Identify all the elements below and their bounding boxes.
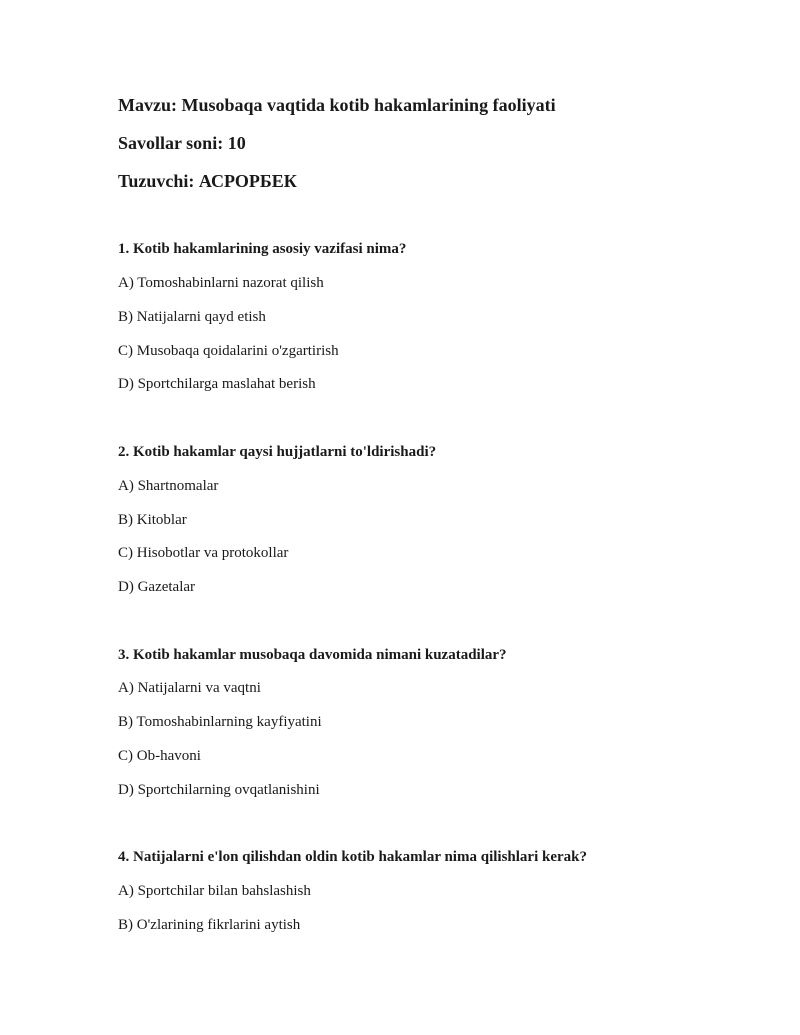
question-3: 3. Kotib hakamlar musobaqa davomida nimani kuzatadilar? <box>118 647 507 663</box>
question-2-option-a: A) Shartnomalar <box>118 478 219 494</box>
question-1: 1. Kotib hakamlarining asosiy vazifasi nima? <box>118 241 407 257</box>
question-1-option-b: B) Natijalarni qayd etish <box>118 309 266 325</box>
question-count-heading: Savollar soni: 10 <box>118 133 246 153</box>
question-4-option-b: B) O'zlarining fikrlarini aytish <box>118 917 301 933</box>
question-2-option-b: B) Kitoblar <box>118 512 187 528</box>
question-2: 2. Kotib hakamlar qaysi hujjatlarni to'ldirishadi? <box>118 444 437 460</box>
question-4-option-a: A) Sportchilar bilan bahslashish <box>118 883 311 899</box>
question-3-option-d: D) Sportchilarning ovqatlanishini <box>118 782 320 798</box>
question-3-option-c: C) Ob-havoni <box>118 748 201 764</box>
question-1-option-c: C) Musobaqa qoidalarini o'zgartirish <box>118 343 339 359</box>
question-3-option-b: B) Tomoshabinlarning kayfiyatini <box>118 714 322 730</box>
question-2-option-d: D) Gazetalar <box>118 579 196 595</box>
question-4: 4. Natijalarni e'lon qilishdan oldin kotib hakamlar nima qilishlari kerak? <box>118 849 587 865</box>
question-2-option-c: C) Hisobotlar va protokollar <box>118 545 289 561</box>
question-1-option-a: A) Tomoshabinlarni nazorat qilish <box>118 275 324 291</box>
question-3-option-a: A) Natijalarni va vaqtni <box>118 680 261 696</box>
topic-heading: Mavzu: Musobaqa vaqtida kotib hakamlarining faoliyati <box>118 95 556 115</box>
question-1-option-d: D) Sportchilarga maslahat berish <box>118 376 316 392</box>
author-heading: Tuzuvchi: АСРОРБЕК <box>118 171 297 191</box>
